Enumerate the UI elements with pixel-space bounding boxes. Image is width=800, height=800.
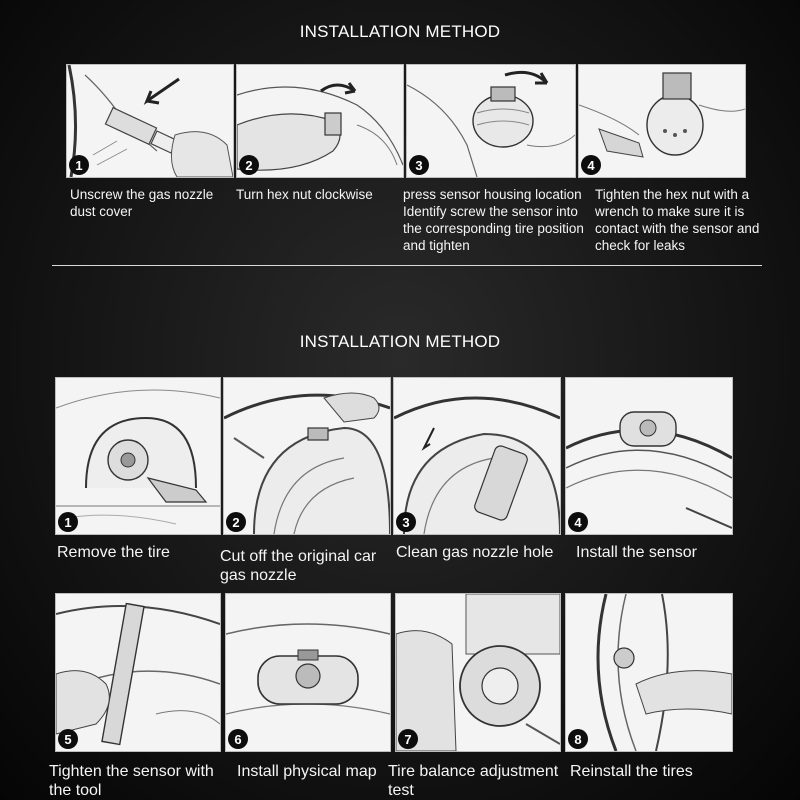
step-caption: Tighten the hex nut with a wrench to make sure it is contact with the sensor and check for leaks	[595, 187, 760, 253]
sketch-illustration	[56, 594, 220, 751]
sketch-illustration	[56, 378, 220, 534]
step-image-tighten-with-tool	[55, 593, 221, 752]
step-caption: Tire balance adjustment test	[388, 763, 559, 799]
section1-title: INSTALLATION METHOD	[299, 22, 501, 41]
step-number-badge: 6	[229, 730, 247, 748]
step-number-badge: 5	[59, 730, 77, 748]
sketch-illustration	[407, 65, 575, 177]
step-number-badge: 8	[569, 730, 587, 748]
step-caption: Turn hex nut clockwise	[236, 187, 373, 202]
section2-title: INSTALLATION METHOD	[299, 332, 501, 351]
sketch-illustration	[67, 65, 233, 177]
section-divider	[52, 265, 762, 266]
step-image-install-sensor	[565, 377, 733, 535]
step-number-badge: 1	[59, 513, 77, 531]
step-caption: Remove the tire	[57, 544, 170, 561]
step-number-badge: 3	[397, 513, 415, 531]
step-number-badge: 3	[410, 156, 428, 174]
step-image-balance-test	[395, 593, 561, 752]
sketch-illustration	[579, 65, 745, 177]
step-image-clean-nozzle-hole	[393, 377, 561, 535]
step-number-badge: 1	[70, 156, 88, 174]
sketch-illustration	[566, 378, 732, 534]
sketch-illustration	[224, 378, 390, 534]
step-number-badge: 4	[569, 513, 587, 531]
step-caption: Reinstall the tires	[570, 763, 693, 780]
step-number-badge: 7	[399, 730, 417, 748]
step-number-badge: 2	[227, 513, 245, 531]
step-image-turn-hex-nut	[236, 64, 404, 178]
step-caption: Install physical map	[237, 763, 377, 780]
step-caption: Unscrew the gas nozzle dust cover	[70, 187, 214, 219]
step-image-cut-nozzle	[223, 377, 391, 535]
step-caption: Install the sensor	[576, 544, 697, 561]
sketch-illustration	[226, 594, 390, 751]
step-caption: Clean gas nozzle hole	[396, 544, 554, 561]
step-image-remove-tire	[55, 377, 221, 535]
step-image-install-physical-map	[225, 593, 391, 752]
sketch-illustration	[396, 594, 560, 751]
step-caption: press sensor housing location Identify screw the sensor into the corresponding tire position and tighten	[403, 187, 584, 253]
sketch-illustration	[394, 378, 560, 534]
step-image-tighten-hex-nut	[578, 64, 746, 178]
step-number-badge: 4	[582, 156, 600, 174]
sketch-illustration	[566, 594, 732, 751]
step-number-badge: 2	[240, 156, 258, 174]
sketch-illustration	[237, 65, 403, 177]
step-caption: Cut off the original car gas nozzle	[220, 548, 377, 584]
step-image-reinstall-tires	[565, 593, 733, 752]
step-image-screw-sensor	[406, 64, 576, 178]
step-image-unscrew-dust-cover	[66, 64, 234, 178]
step-caption: Tighten the sensor with the tool	[49, 763, 214, 799]
